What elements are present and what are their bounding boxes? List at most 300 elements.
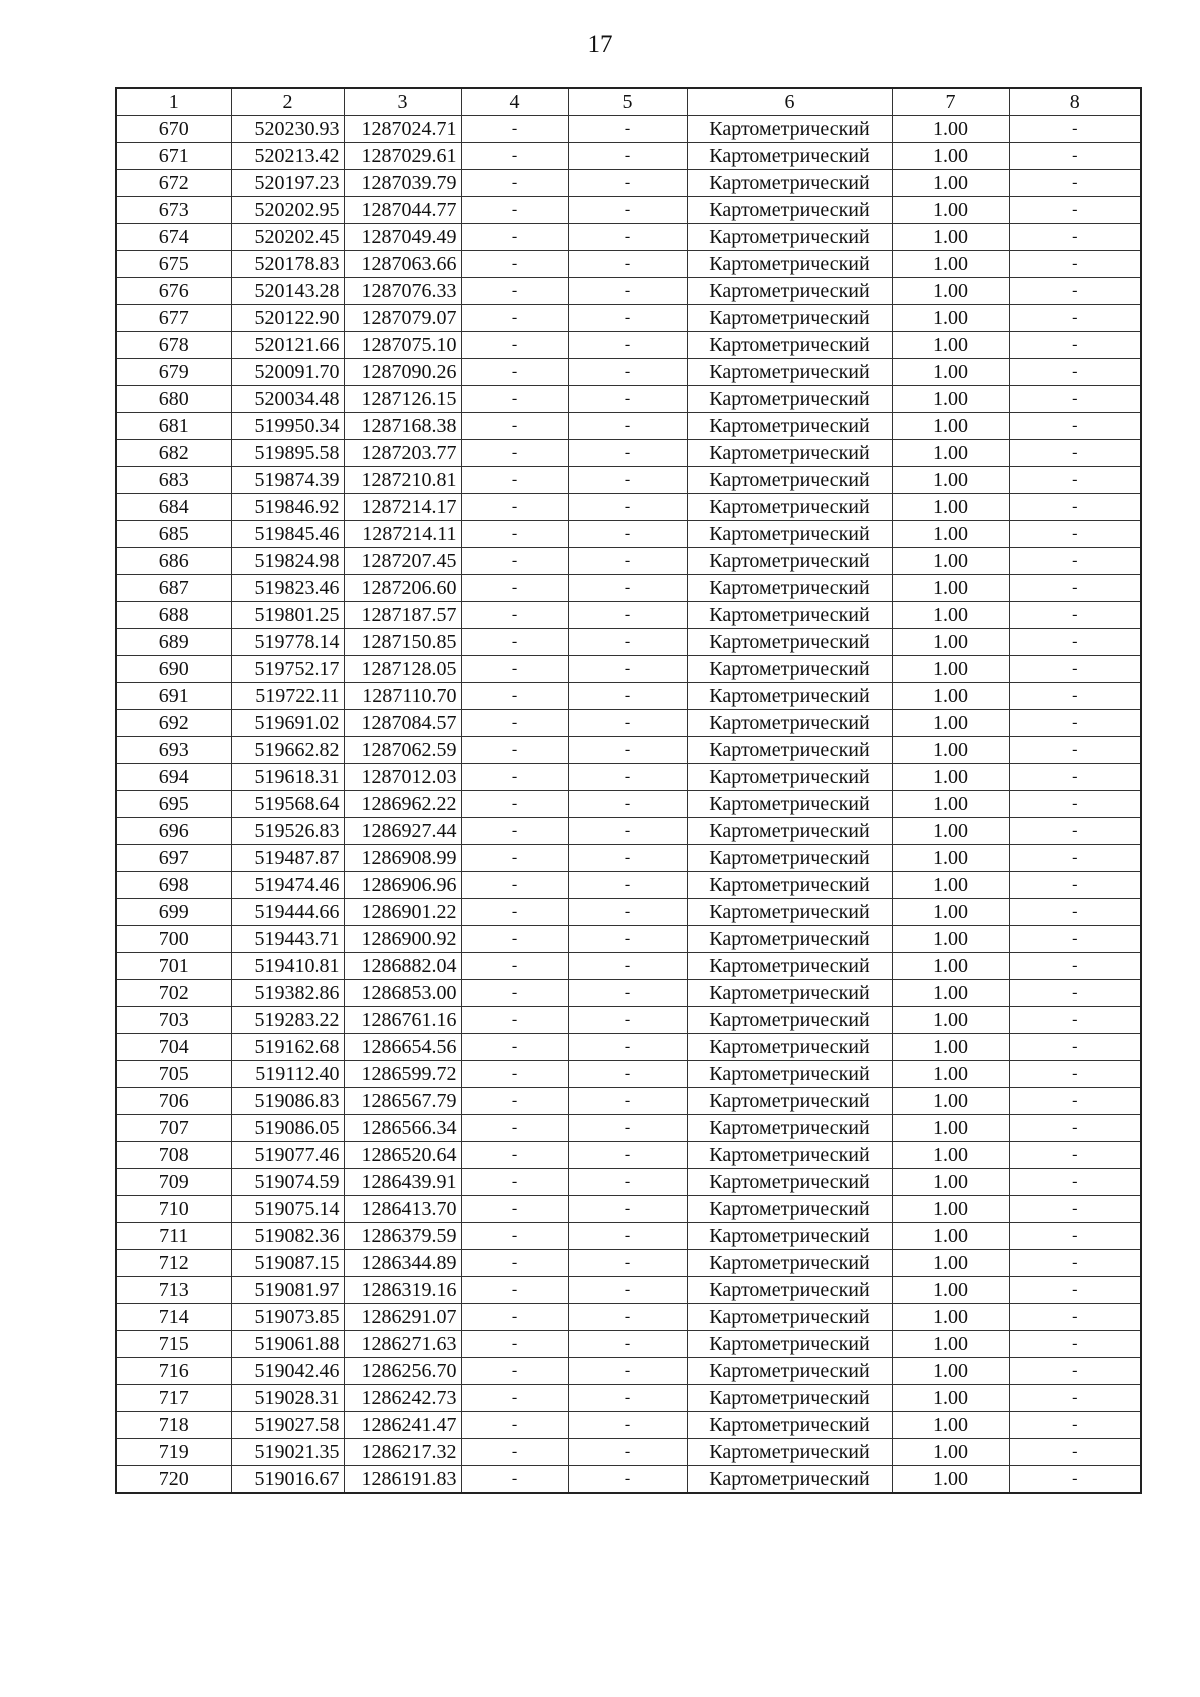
method-cell: Картометрический	[687, 737, 892, 764]
col4-value-cell: -	[461, 1061, 568, 1088]
x-coordinate-cell: 519487.87	[231, 845, 344, 872]
table-row	[116, 1223, 1141, 1250]
col5-value-cell: -	[568, 737, 687, 764]
point-number-cell: 717	[116, 1385, 231, 1412]
y-coordinate-cell: 1287044.77	[344, 197, 461, 224]
point-number-cell: 679	[116, 359, 231, 386]
table-row	[116, 494, 1141, 521]
x-coordinate-cell: 519846.92	[231, 494, 344, 521]
accuracy-cell: 1.00	[892, 251, 1009, 278]
col8-value-cell: -	[1009, 683, 1141, 710]
method-cell: Картометрический	[687, 926, 892, 953]
method-cell: Картометрический	[687, 872, 892, 899]
method-cell: Картометрический	[687, 548, 892, 575]
y-coordinate-cell: 1287203.77	[344, 440, 461, 467]
table-row	[116, 980, 1141, 1007]
column-header-5: 5	[568, 88, 687, 116]
col4-value-cell: -	[461, 980, 568, 1007]
table-row	[116, 1142, 1141, 1169]
table-row	[116, 1007, 1141, 1034]
x-coordinate-cell: 519112.40	[231, 1061, 344, 1088]
method-cell: Картометрический	[687, 116, 892, 143]
table-row	[116, 224, 1141, 251]
point-number-cell: 693	[116, 737, 231, 764]
point-number-cell: 675	[116, 251, 231, 278]
col8-value-cell: -	[1009, 1142, 1141, 1169]
point-number-cell: 714	[116, 1304, 231, 1331]
point-number-cell: 709	[116, 1169, 231, 1196]
point-number-cell: 698	[116, 872, 231, 899]
x-coordinate-cell: 519082.36	[231, 1223, 344, 1250]
col4-value-cell: -	[461, 953, 568, 980]
accuracy-cell: 1.00	[892, 1196, 1009, 1223]
x-coordinate-cell: 520202.95	[231, 197, 344, 224]
col4-value-cell: -	[461, 764, 568, 791]
point-number-cell: 712	[116, 1250, 231, 1277]
col5-value-cell: -	[568, 1223, 687, 1250]
col8-value-cell: -	[1009, 1331, 1141, 1358]
x-coordinate-cell: 519568.64	[231, 791, 344, 818]
point-number-cell: 704	[116, 1034, 231, 1061]
table-row	[116, 602, 1141, 629]
accuracy-cell: 1.00	[892, 1358, 1009, 1385]
y-coordinate-cell: 1287126.15	[344, 386, 461, 413]
method-cell: Картометрический	[687, 413, 892, 440]
accuracy-cell: 1.00	[892, 926, 1009, 953]
col8-value-cell: -	[1009, 1385, 1141, 1412]
point-number-cell: 711	[116, 1223, 231, 1250]
col5-value-cell: -	[568, 494, 687, 521]
col5-value-cell: -	[568, 278, 687, 305]
col8-value-cell: -	[1009, 845, 1141, 872]
y-coordinate-cell: 1287049.49	[344, 224, 461, 251]
col8-value-cell: -	[1009, 494, 1141, 521]
col8-value-cell: -	[1009, 1223, 1141, 1250]
y-coordinate-cell: 1287210.81	[344, 467, 461, 494]
x-coordinate-cell: 519061.88	[231, 1331, 344, 1358]
col4-value-cell: -	[461, 1466, 568, 1494]
x-coordinate-cell: 520178.83	[231, 251, 344, 278]
col4-value-cell: -	[461, 1385, 568, 1412]
col8-value-cell: -	[1009, 197, 1141, 224]
table-row	[116, 143, 1141, 170]
y-coordinate-cell: 1286520.64	[344, 1142, 461, 1169]
accuracy-cell: 1.00	[892, 899, 1009, 926]
point-number-cell: 678	[116, 332, 231, 359]
col4-value-cell: -	[461, 791, 568, 818]
x-coordinate-cell: 519081.97	[231, 1277, 344, 1304]
table-row	[116, 926, 1141, 953]
col8-value-cell: -	[1009, 521, 1141, 548]
y-coordinate-cell: 1287168.38	[344, 413, 461, 440]
col8-value-cell: -	[1009, 1088, 1141, 1115]
x-coordinate-cell: 519444.66	[231, 899, 344, 926]
table-row	[116, 1412, 1141, 1439]
col8-value-cell: -	[1009, 359, 1141, 386]
col5-value-cell: -	[568, 926, 687, 953]
y-coordinate-cell: 1287063.66	[344, 251, 461, 278]
x-coordinate-cell: 520230.93	[231, 116, 344, 143]
accuracy-cell: 1.00	[892, 1385, 1009, 1412]
col5-value-cell: -	[568, 818, 687, 845]
method-cell: Картометрический	[687, 197, 892, 224]
y-coordinate-cell: 1286654.56	[344, 1034, 461, 1061]
accuracy-cell: 1.00	[892, 602, 1009, 629]
method-cell: Картометрический	[687, 1466, 892, 1494]
x-coordinate-cell: 519691.02	[231, 710, 344, 737]
col5-value-cell: -	[568, 575, 687, 602]
point-number-cell: 702	[116, 980, 231, 1007]
col8-value-cell: -	[1009, 224, 1141, 251]
x-coordinate-cell: 519778.14	[231, 629, 344, 656]
col8-value-cell: -	[1009, 926, 1141, 953]
table-row	[116, 737, 1141, 764]
method-cell: Картометрический	[687, 521, 892, 548]
table-header	[116, 88, 1141, 116]
col4-value-cell: -	[461, 143, 568, 170]
accuracy-cell: 1.00	[892, 386, 1009, 413]
col4-value-cell: -	[461, 548, 568, 575]
col4-value-cell: -	[461, 845, 568, 872]
point-number-cell: 680	[116, 386, 231, 413]
y-coordinate-cell: 1287062.59	[344, 737, 461, 764]
col8-value-cell: -	[1009, 1250, 1141, 1277]
point-number-cell: 685	[116, 521, 231, 548]
col4-value-cell: -	[461, 1250, 568, 1277]
col4-value-cell: -	[461, 1331, 568, 1358]
y-coordinate-cell: 1286853.00	[344, 980, 461, 1007]
col5-value-cell: -	[568, 251, 687, 278]
col8-value-cell: -	[1009, 953, 1141, 980]
y-coordinate-cell: 1286567.79	[344, 1088, 461, 1115]
point-number-cell: 703	[116, 1007, 231, 1034]
point-number-cell: 673	[116, 197, 231, 224]
x-coordinate-cell: 519618.31	[231, 764, 344, 791]
x-coordinate-cell: 520143.28	[231, 278, 344, 305]
point-number-cell: 684	[116, 494, 231, 521]
col4-value-cell: -	[461, 332, 568, 359]
accuracy-cell: 1.00	[892, 764, 1009, 791]
point-number-cell: 690	[116, 656, 231, 683]
col8-value-cell: -	[1009, 629, 1141, 656]
point-number-cell: 682	[116, 440, 231, 467]
col5-value-cell: -	[568, 1196, 687, 1223]
y-coordinate-cell: 1287039.79	[344, 170, 461, 197]
col5-value-cell: -	[568, 116, 687, 143]
table-row	[116, 683, 1141, 710]
accuracy-cell: 1.00	[892, 1142, 1009, 1169]
col8-value-cell: -	[1009, 170, 1141, 197]
method-cell: Картометрический	[687, 1196, 892, 1223]
table-row	[116, 899, 1141, 926]
x-coordinate-cell: 519410.81	[231, 953, 344, 980]
point-number-cell: 691	[116, 683, 231, 710]
col5-value-cell: -	[568, 872, 687, 899]
table-row	[116, 1331, 1141, 1358]
accuracy-cell: 1.00	[892, 737, 1009, 764]
col8-value-cell: -	[1009, 1412, 1141, 1439]
method-cell: Картометрический	[687, 899, 892, 926]
col4-value-cell: -	[461, 278, 568, 305]
point-number-cell: 710	[116, 1196, 231, 1223]
point-number-cell: 677	[116, 305, 231, 332]
x-coordinate-cell: 519016.67	[231, 1466, 344, 1494]
accuracy-cell: 1.00	[892, 197, 1009, 224]
coordinates-table	[115, 87, 1142, 1494]
accuracy-cell: 1.00	[892, 818, 1009, 845]
x-coordinate-cell: 520197.23	[231, 170, 344, 197]
accuracy-cell: 1.00	[892, 1304, 1009, 1331]
col5-value-cell: -	[568, 224, 687, 251]
col5-value-cell: -	[568, 1385, 687, 1412]
point-number-cell: 713	[116, 1277, 231, 1304]
x-coordinate-cell: 520122.90	[231, 305, 344, 332]
x-coordinate-cell: 519073.85	[231, 1304, 344, 1331]
y-coordinate-cell: 1287214.17	[344, 494, 461, 521]
y-coordinate-cell: 1286962.22	[344, 791, 461, 818]
accuracy-cell: 1.00	[892, 170, 1009, 197]
col4-value-cell: -	[461, 737, 568, 764]
col5-value-cell: -	[568, 1115, 687, 1142]
col5-value-cell: -	[568, 413, 687, 440]
accuracy-cell: 1.00	[892, 1439, 1009, 1466]
point-number-cell: 695	[116, 791, 231, 818]
x-coordinate-cell: 519086.83	[231, 1088, 344, 1115]
point-number-cell: 715	[116, 1331, 231, 1358]
accuracy-cell: 1.00	[892, 440, 1009, 467]
accuracy-cell: 1.00	[892, 629, 1009, 656]
accuracy-cell: 1.00	[892, 1061, 1009, 1088]
col8-value-cell: -	[1009, 1196, 1141, 1223]
x-coordinate-cell: 519087.15	[231, 1250, 344, 1277]
y-coordinate-cell: 1286256.70	[344, 1358, 461, 1385]
table-row	[116, 467, 1141, 494]
x-coordinate-cell: 519382.86	[231, 980, 344, 1007]
table-row	[116, 1250, 1141, 1277]
table-row	[116, 1088, 1141, 1115]
col4-value-cell: -	[461, 1088, 568, 1115]
col5-value-cell: -	[568, 980, 687, 1007]
x-coordinate-cell: 519662.82	[231, 737, 344, 764]
accuracy-cell: 1.00	[892, 143, 1009, 170]
col8-value-cell: -	[1009, 1169, 1141, 1196]
table-row	[116, 629, 1141, 656]
col8-value-cell: -	[1009, 656, 1141, 683]
col8-value-cell: -	[1009, 1304, 1141, 1331]
col4-value-cell: -	[461, 1304, 568, 1331]
col5-value-cell: -	[568, 1169, 687, 1196]
method-cell: Картометрический	[687, 251, 892, 278]
header-row	[116, 88, 1141, 116]
col5-value-cell: -	[568, 1250, 687, 1277]
method-cell: Картометрический	[687, 980, 892, 1007]
y-coordinate-cell: 1287076.33	[344, 278, 461, 305]
point-number-cell: 689	[116, 629, 231, 656]
accuracy-cell: 1.00	[892, 116, 1009, 143]
point-number-cell: 681	[116, 413, 231, 440]
method-cell: Картометрический	[687, 305, 892, 332]
y-coordinate-cell: 1286319.16	[344, 1277, 461, 1304]
col5-value-cell: -	[568, 1466, 687, 1494]
method-cell: Картометрический	[687, 683, 892, 710]
method-cell: Картометрический	[687, 629, 892, 656]
col4-value-cell: -	[461, 1034, 568, 1061]
x-coordinate-cell: 519950.34	[231, 413, 344, 440]
x-coordinate-cell: 520034.48	[231, 386, 344, 413]
col8-value-cell: -	[1009, 440, 1141, 467]
x-coordinate-cell: 519752.17	[231, 656, 344, 683]
y-coordinate-cell: 1286882.04	[344, 953, 461, 980]
table-row	[116, 305, 1141, 332]
x-coordinate-cell: 519283.22	[231, 1007, 344, 1034]
y-coordinate-cell: 1287150.85	[344, 629, 461, 656]
accuracy-cell: 1.00	[892, 467, 1009, 494]
col4-value-cell: -	[461, 116, 568, 143]
table-row	[116, 332, 1141, 359]
table-row	[116, 116, 1141, 143]
column-header-7: 7	[892, 88, 1009, 116]
y-coordinate-cell: 1287012.03	[344, 764, 461, 791]
x-coordinate-cell: 520121.66	[231, 332, 344, 359]
table-row	[116, 953, 1141, 980]
col5-value-cell: -	[568, 359, 687, 386]
table-row	[116, 1034, 1141, 1061]
table-row	[116, 872, 1141, 899]
point-number-cell: 686	[116, 548, 231, 575]
x-coordinate-cell: 519075.14	[231, 1196, 344, 1223]
col5-value-cell: -	[568, 1412, 687, 1439]
x-coordinate-cell: 520091.70	[231, 359, 344, 386]
y-coordinate-cell: 1286566.34	[344, 1115, 461, 1142]
accuracy-cell: 1.00	[892, 1088, 1009, 1115]
col8-value-cell: -	[1009, 1007, 1141, 1034]
col8-value-cell: -	[1009, 467, 1141, 494]
y-coordinate-cell: 1286906.96	[344, 872, 461, 899]
col4-value-cell: -	[461, 1142, 568, 1169]
point-number-cell: 694	[116, 764, 231, 791]
table-row	[116, 845, 1141, 872]
col4-value-cell: -	[461, 440, 568, 467]
col5-value-cell: -	[568, 1304, 687, 1331]
y-coordinate-cell: 1286439.91	[344, 1169, 461, 1196]
col4-value-cell: -	[461, 305, 568, 332]
col4-value-cell: -	[461, 926, 568, 953]
table-row	[116, 440, 1141, 467]
y-coordinate-cell: 1286242.73	[344, 1385, 461, 1412]
col4-value-cell: -	[461, 1439, 568, 1466]
point-number-cell: 674	[116, 224, 231, 251]
accuracy-cell: 1.00	[892, 1250, 1009, 1277]
x-coordinate-cell: 520213.42	[231, 143, 344, 170]
point-number-cell: 720	[116, 1466, 231, 1494]
y-coordinate-cell: 1287024.71	[344, 116, 461, 143]
col8-value-cell: -	[1009, 1466, 1141, 1494]
point-number-cell: 670	[116, 116, 231, 143]
col8-value-cell: -	[1009, 251, 1141, 278]
col8-value-cell: -	[1009, 980, 1141, 1007]
method-cell: Картометрический	[687, 143, 892, 170]
point-number-cell: 706	[116, 1088, 231, 1115]
accuracy-cell: 1.00	[892, 1115, 1009, 1142]
method-cell: Картометрический	[687, 1412, 892, 1439]
col4-value-cell: -	[461, 1169, 568, 1196]
point-number-cell: 708	[116, 1142, 231, 1169]
accuracy-cell: 1.00	[892, 872, 1009, 899]
table-row	[116, 359, 1141, 386]
col4-value-cell: -	[461, 386, 568, 413]
col5-value-cell: -	[568, 710, 687, 737]
col5-value-cell: -	[568, 1331, 687, 1358]
accuracy-cell: 1.00	[892, 1007, 1009, 1034]
x-coordinate-cell: 519801.25	[231, 602, 344, 629]
y-coordinate-cell: 1286599.72	[344, 1061, 461, 1088]
point-number-cell: 671	[116, 143, 231, 170]
col5-value-cell: -	[568, 386, 687, 413]
point-number-cell: 699	[116, 899, 231, 926]
table-row	[116, 1115, 1141, 1142]
accuracy-cell: 1.00	[892, 1034, 1009, 1061]
col4-value-cell: -	[461, 1277, 568, 1304]
col4-value-cell: -	[461, 467, 568, 494]
method-cell: Картометрический	[687, 575, 892, 602]
col8-value-cell: -	[1009, 1061, 1141, 1088]
y-coordinate-cell: 1287090.26	[344, 359, 461, 386]
col5-value-cell: -	[568, 1034, 687, 1061]
method-cell: Картометрический	[687, 1034, 892, 1061]
point-number-cell: 700	[116, 926, 231, 953]
table-row	[116, 1385, 1141, 1412]
method-cell: Картометрический	[687, 1358, 892, 1385]
method-cell: Картометрический	[687, 818, 892, 845]
x-coordinate-cell: 519021.35	[231, 1439, 344, 1466]
col4-value-cell: -	[461, 251, 568, 278]
table-row	[116, 1061, 1141, 1088]
accuracy-cell: 1.00	[892, 980, 1009, 1007]
method-cell: Картометрический	[687, 1304, 892, 1331]
col4-value-cell: -	[461, 197, 568, 224]
table-row	[116, 1439, 1141, 1466]
method-cell: Картометрический	[687, 1061, 892, 1088]
x-coordinate-cell: 520202.45	[231, 224, 344, 251]
col8-value-cell: -	[1009, 872, 1141, 899]
accuracy-cell: 1.00	[892, 575, 1009, 602]
x-coordinate-cell: 519874.39	[231, 467, 344, 494]
x-coordinate-cell: 519526.83	[231, 818, 344, 845]
y-coordinate-cell: 1286241.47	[344, 1412, 461, 1439]
col5-value-cell: -	[568, 1358, 687, 1385]
y-coordinate-cell: 1287128.05	[344, 656, 461, 683]
col4-value-cell: -	[461, 413, 568, 440]
x-coordinate-cell: 519845.46	[231, 521, 344, 548]
accuracy-cell: 1.00	[892, 791, 1009, 818]
accuracy-cell: 1.00	[892, 1466, 1009, 1494]
col8-value-cell: -	[1009, 143, 1141, 170]
y-coordinate-cell: 1287079.07	[344, 305, 461, 332]
method-cell: Картометрический	[687, 1142, 892, 1169]
col8-value-cell: -	[1009, 602, 1141, 629]
accuracy-cell: 1.00	[892, 710, 1009, 737]
point-number-cell: 707	[116, 1115, 231, 1142]
method-cell: Картометрический	[687, 386, 892, 413]
point-number-cell: 705	[116, 1061, 231, 1088]
point-number-cell: 696	[116, 818, 231, 845]
method-cell: Картометрический	[687, 1223, 892, 1250]
col5-value-cell: -	[568, 683, 687, 710]
method-cell: Картометрический	[687, 170, 892, 197]
method-cell: Картометрический	[687, 467, 892, 494]
method-cell: Картометрический	[687, 278, 892, 305]
table-row	[116, 170, 1141, 197]
